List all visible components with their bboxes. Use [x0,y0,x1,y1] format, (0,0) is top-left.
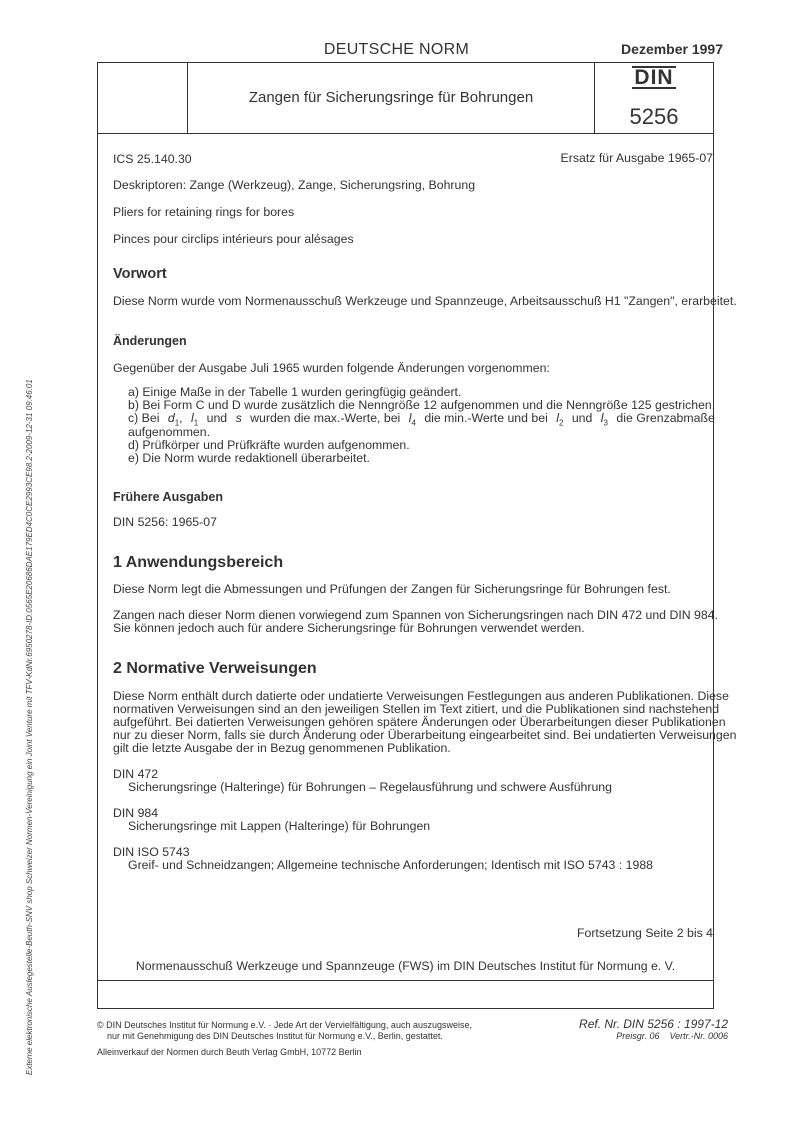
din-number: 5256 [629,104,679,129]
section-1-p1: Diese Norm legt die Abmessungen und Prüfungen der Zangen für Sicherungsringe für Bohrungen fest. [113,582,671,596]
change-c-cont: aufgenommen. [128,425,211,439]
heading-aenderungen: Änderungen [113,334,187,348]
heading-section-2: 2 Normative Verweisungen [113,660,317,677]
fruehere-text: DIN 5256: 1965-07 [113,515,217,529]
ics-code: ICS 25.140.30 [113,152,192,166]
copyright-line-2: nur mit Genehmigung des DIN Deutsches Institut für Normung e.V., Berlin, gestattet. [107,1031,443,1041]
price-group: Preisgr. 06 Vertr.-Nr. 0006 [616,1031,728,1041]
section-2-line-2: normativen Verweisungen sind an den jeweiligen Stellen im Text zitiert, und die Publikationen sind nachstehend [113,702,720,716]
aenderungen-intro: Gegenüber der Ausgabe Juli 1965 wurden folgende Änderungen vorgenommen: [113,361,550,375]
replaces-note: Ersatz für Ausgabe 1965-07 [560,151,713,165]
heading-vorwort: Vorwort [113,266,167,282]
change-b: b) Bei Form C und D wurde zusätzlich die Nenngröße 12 aufgenommen und die Nenngröße 125 gestrichen. [128,398,716,412]
committee-line: Normenausschuß Werkzeuge und Spannzeuge (FWS) im DIN Deutsches Institut für Normung e. V. [135,959,676,973]
change-d: d) Prüfkörper und Prüfkräfte wurden aufgenommen. [128,438,410,452]
title-english: Pliers for retaining rings for bores [113,205,295,219]
document-title: Zangen für Sicherungsringe für Bohrungen [248,89,534,106]
ref-title: Greif- und Schneidzangen; Allgemeine technische Anforderungen; Identisch mit ISO 5743 : 1988 [128,858,654,872]
section-2-line-4: nur zu dieser Norm, falls sie durch Änderung oder Überarbeitung eingearbeitet sind. Bei undatierten Verweisungen [113,728,737,742]
section-1-p2a: Zangen nach dieser Norm dienen vorwiegend zum Spannen von Sicherungsringen nach DIN 472 und DIN 984. [113,608,718,622]
side-watermark: Externe elektronische Auslegestelle-Beuth-SNV shop Schweizer Normen-Vereinigung ein Joint Venture mit TFV-KdNr.6950278-ID.0565E20686DAE179ED4C0CE2993CE98.2-2009-12-31 09:46:01 [25,379,34,1075]
change-e: e) Die Norm wurde redaktionell überarbeitet. [128,451,370,465]
ref-code: DIN ISO 5743 [113,845,190,859]
descriptors: Deskriptoren: Zange (Werkzeug), Zange, Sicherungsring, Bohrung [113,178,476,192]
vorwort-text: Diese Norm wurde vom Normenausschuß Werkzeuge und Spannzeuge, Arbeitsausschuß H1 "Zangen", erarbeitet. [113,294,737,308]
continuation-note: Fortsetzung Seite 2 bis 4 [576,926,713,940]
footer-divider [97,980,714,981]
section-1-p2b: Sie können jedoch auch für andere Sicherungsringe für Bohrungen verwendet werden. [113,621,585,635]
norm-label: DEUTSCHE NORM [323,41,470,58]
norm-date: Dezember 1997 [621,41,723,57]
reference-number: Ref. Nr. DIN 5256 : 1997-12 [579,1017,728,1031]
section-2-line-5: gilt die letzte Ausgabe der in Bezug genommenen Publikation. [113,741,451,755]
sales-note: Alleinverkauf der Normen durch Beuth Verlag GmbH, 10772 Berlin [97,1047,362,1057]
heading-fruehere-ausgaben: Frühere Ausgaben [113,490,223,504]
ref-title: Sicherungsringe (Halteringe) für Bohrungen – Regelausführung und schwere Ausführung [128,780,612,794]
title-french: Pinces pour circlips intérieurs pour alésages [113,232,354,246]
ref-title: Sicherungsringe mit Lappen (Halteringe) für Bohrungen [128,819,431,833]
ref-code: DIN 984 [113,806,159,820]
heading-section-1: 1 Anwendungsbereich [113,554,284,571]
ref-code: DIN 472 [113,767,159,781]
title-left-cell [97,62,188,134]
section-2-line-3: aufgeführt. Bei datierten Verweisungen gehören spätere Änderungen oder Überarbeitungen dieser Publikationen [113,715,726,729]
section-2-line-1: Diese Norm enthält durch datierte oder undatierte Verweisungen Festlegungen aus anderen Publikationen. Diese [113,689,729,703]
copyright-line-1: © DIN Deutsches Institut für Normung e.V. · Jede Art der Vervielfältigung, auch auszugsweise, [97,1020,472,1030]
change-a: a) Einige Maße in der Tabelle 1 wurden geringfügig geändert. [128,385,462,399]
change-c: c) Bei $d_1$, $l_1$ und s wurden die max.-Werte, bei $l_4$ die min.-Werte und bei $l_2$ und $l_3$ die Grenzabmaße [128,411,715,428]
din-logo: DIN [634,66,674,89]
